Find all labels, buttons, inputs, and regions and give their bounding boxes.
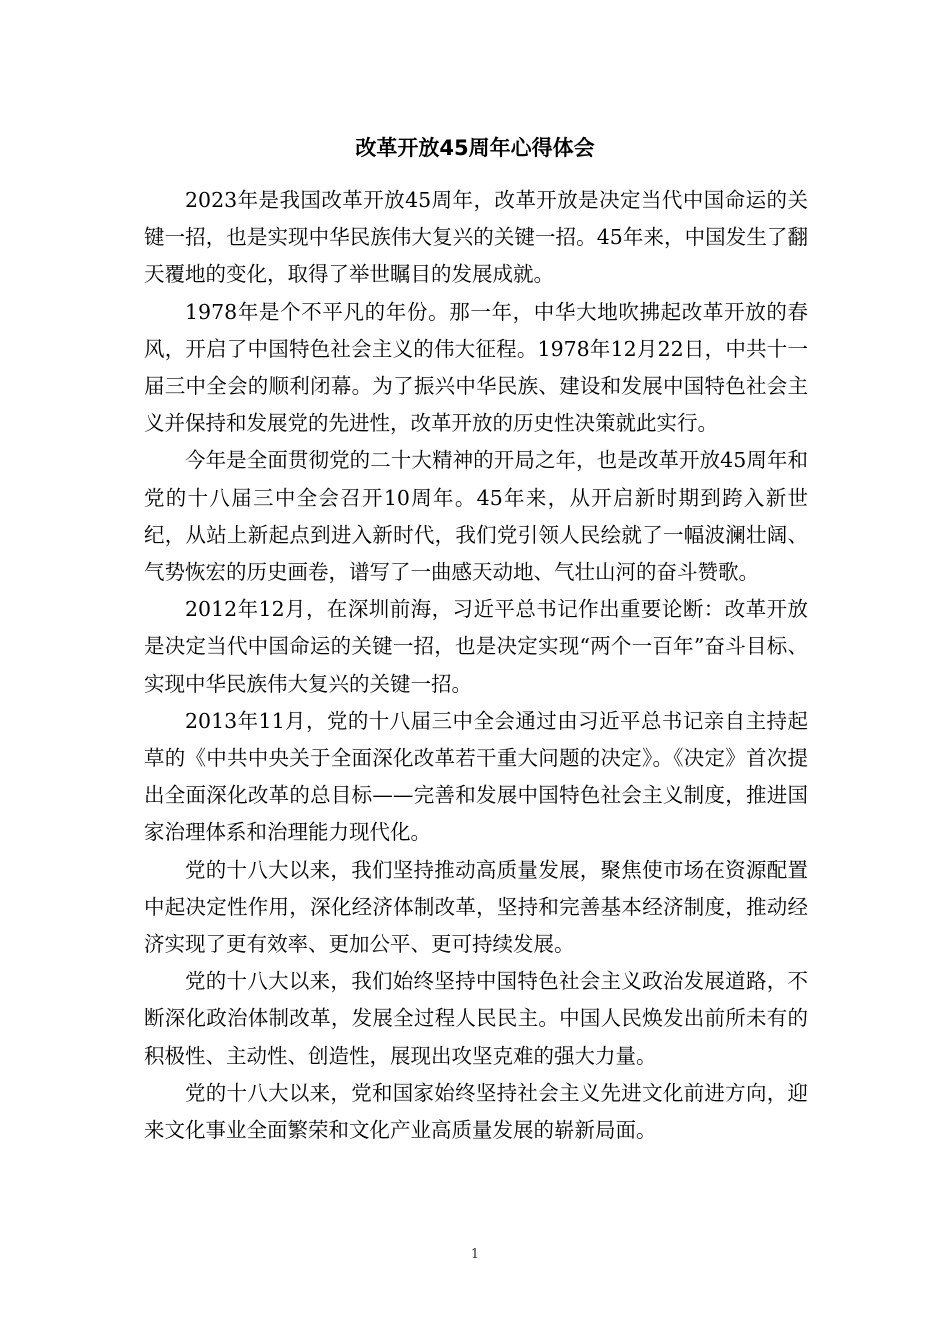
paragraph-5: 2013年11月，党的十八届三中全会通过由习近平总书记亲自主持起草的《中共中央关于全面深化改革若干重大问题的决定》。《决定》首次提出全面深化改革的总目标——完善和发展中国特色社会主义制度，推进国家治理体系和治理能力现代化。	[144, 708, 808, 845]
paragraph-3: 今年是全面贯彻党的二十大精神的开局之年，也是改革开放45周年和党的十八届三中全会召开10周年。45年来，从开启新时期到跨入新世纪，从站上新起点到进入新时代，我们党引领人民绘就了一幅波澜壮阔、气势恢宏的历史画卷，谱写了一曲感天动地、气壮山河的奋斗赞歌。	[144, 448, 808, 585]
paragraph-1: 2023年是我国改革开放45周年，改革开放是决定当代中国命运的关键一招，也是实现中华民族伟大复兴的关键一招。45年来，中国发生了翻天覆地的变化，取得了举世瞩目的发展成就。	[144, 188, 808, 287]
paragraph-6: 党的十八大以来，我们坚持推动高质量发展，聚焦使市场在资源配置中起决定性作用，深化经济体制改革，坚持和完善基本经济制度，推动经济实现了更有效率、更加公平、更可持续发展。	[144, 857, 808, 957]
paragraph-2: 1978年是个不平凡的年份。那一年，中华大地吹拂起改革开放的春风，开启了中国特色社会主义的伟大征程。1978年12月22日，中共十一届三中全会的顺利闭幕。为了振兴中华民族、建设和发展中国特色社会主义并保持和发展党的先进性，改革开放的历史性决策就此实行。	[144, 299, 808, 436]
paragraph-4: 2012年12月，在深圳前海，习近平总书记作出重要论断：改革开放是决定当代中国命运的关键一招，也是决定实现“两个一百年”奋斗目标、实现中华民族伟大复兴的关键一招。	[144, 597, 808, 696]
paragraph-7: 党的十八大以来，我们始终坚持中国特色社会主义政治发展道路，不断深化政治体制改革，发展全过程人民民主。中国人民焕发出前所未有的积极性、主动性、创造性，展现出攻坚克难的强大力量。	[144, 969, 808, 1068]
document-body	[144, 182, 808, 1149]
page-number: 1	[470, 1247, 480, 1262]
paragraph-8: 党的十八大以来，党和国家始终坚持社会主义先进文化前进方向，迎来文化事业全面繁荣和文化产业高质量发展的崭新局面。	[144, 1080, 808, 1143]
document-title: 改革开放45周年心得体会	[355, 136, 595, 160]
